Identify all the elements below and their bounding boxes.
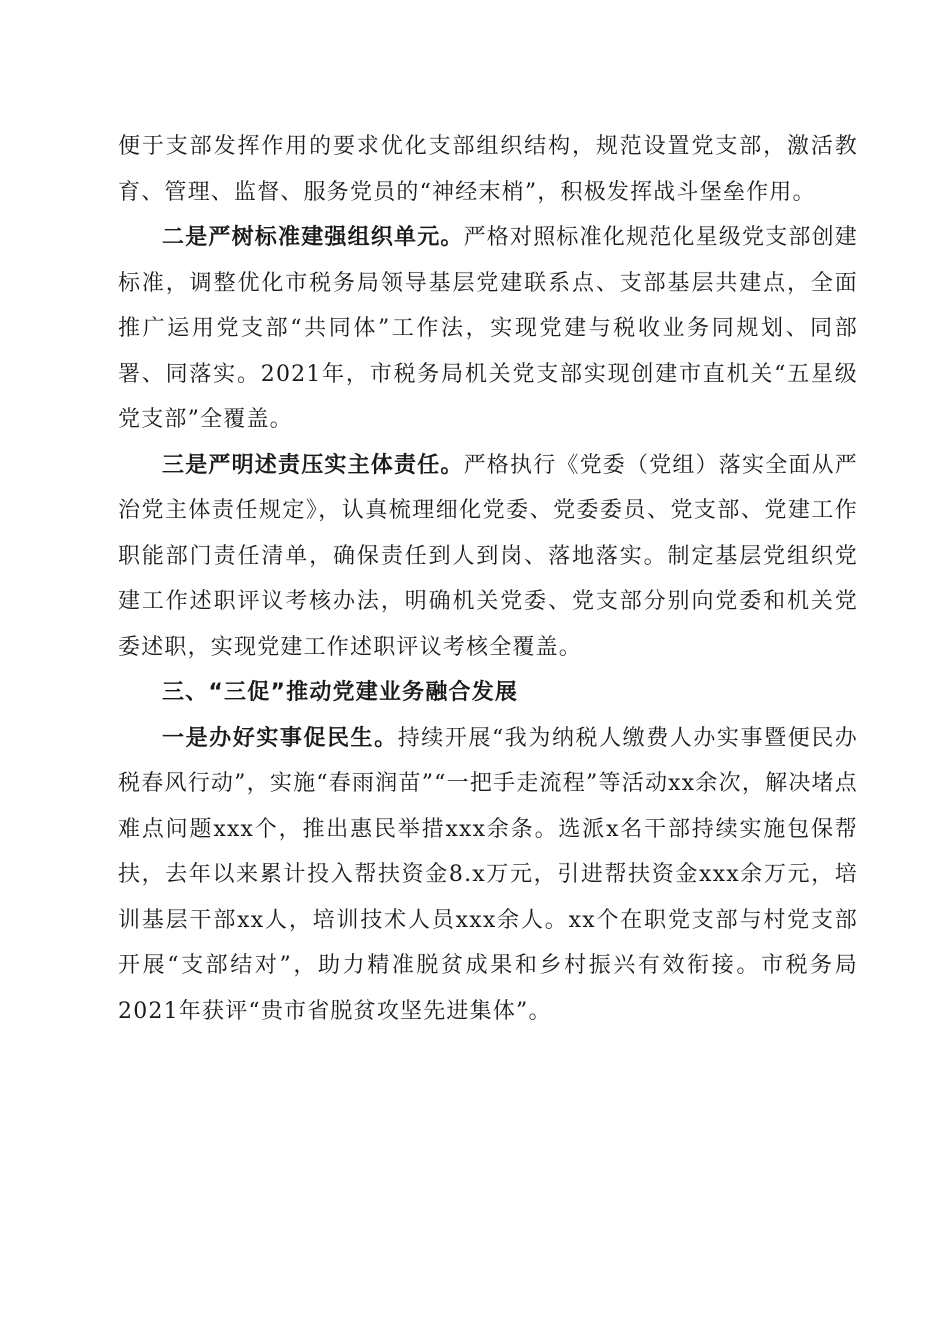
section-heading: 三、“三促”推动党建业务融合发展 bbox=[162, 680, 519, 705]
paragraph-standards bbox=[118, 215, 858, 443]
paragraph-practical-matters bbox=[118, 716, 858, 1035]
paragraph-text: 便于支部发挥作用的要求优化支部组织结构，规范设置党支部，激活教育、管理、监督、服务党员的“神经末梢”，积极发挥战斗堡垒作用。 bbox=[118, 134, 858, 205]
paragraph-lead: 一是办好实事促民生。 bbox=[162, 724, 398, 751]
paragraph-text: 严格对照标准化规范化星级党支部创建标准，调整优化市税务局领导基层党建联系点、支部基层共建点，全面推广运用党支部“共同体”工作法，实现党建与税收业务同规划、同部署、同落实。2021年，市税务局机关党支部实现创建市直机关“五星级党支部”全覆盖。 bbox=[118, 225, 859, 432]
paragraph-continued bbox=[118, 124, 858, 215]
paragraph-lead: 二是严树标准建强组织单元。 bbox=[162, 224, 464, 250]
paragraph-text: 严格执行《党委（党组）落实全面从严治党主体责任规定》，认真梳理细化党委、党委委员、党支部、党建工作职能部门责任清单，确保责任到人到岗、落地落实。制定基层党组织党建工作述职评议考核办法，明确机关党委、党支部分别向党委和机关党委述职，实现党建工作述职评议考核全覆盖。 bbox=[118, 452, 859, 660]
document-body bbox=[118, 124, 858, 1034]
paragraph-responsibility bbox=[118, 443, 858, 671]
paragraph-lead: 三是严明述责压实主体责任。 bbox=[162, 451, 464, 478]
paragraph-text: 持续开展“我为纳税人缴费人办实事暨便民办税春风行动”，实施“春雨润苗”“一把手走流程”等活动xx余次，解决堵点难点问题xxx个，推出惠民举措xxx余条。选派x名干部持续实施包保帮扶，去年以来累计投入帮扶资金8.x万元，引进帮扶资金xxx余万元，培训基层干部xx人，培训技术人员xxx余人。xx个在职党支部与村党支部开展“支部结对”，助力精准脱贫成果和乡村振兴有效衔接。市税务局2021年获评“贵市省脱贫攻坚先进集体”。 bbox=[118, 725, 858, 1024]
